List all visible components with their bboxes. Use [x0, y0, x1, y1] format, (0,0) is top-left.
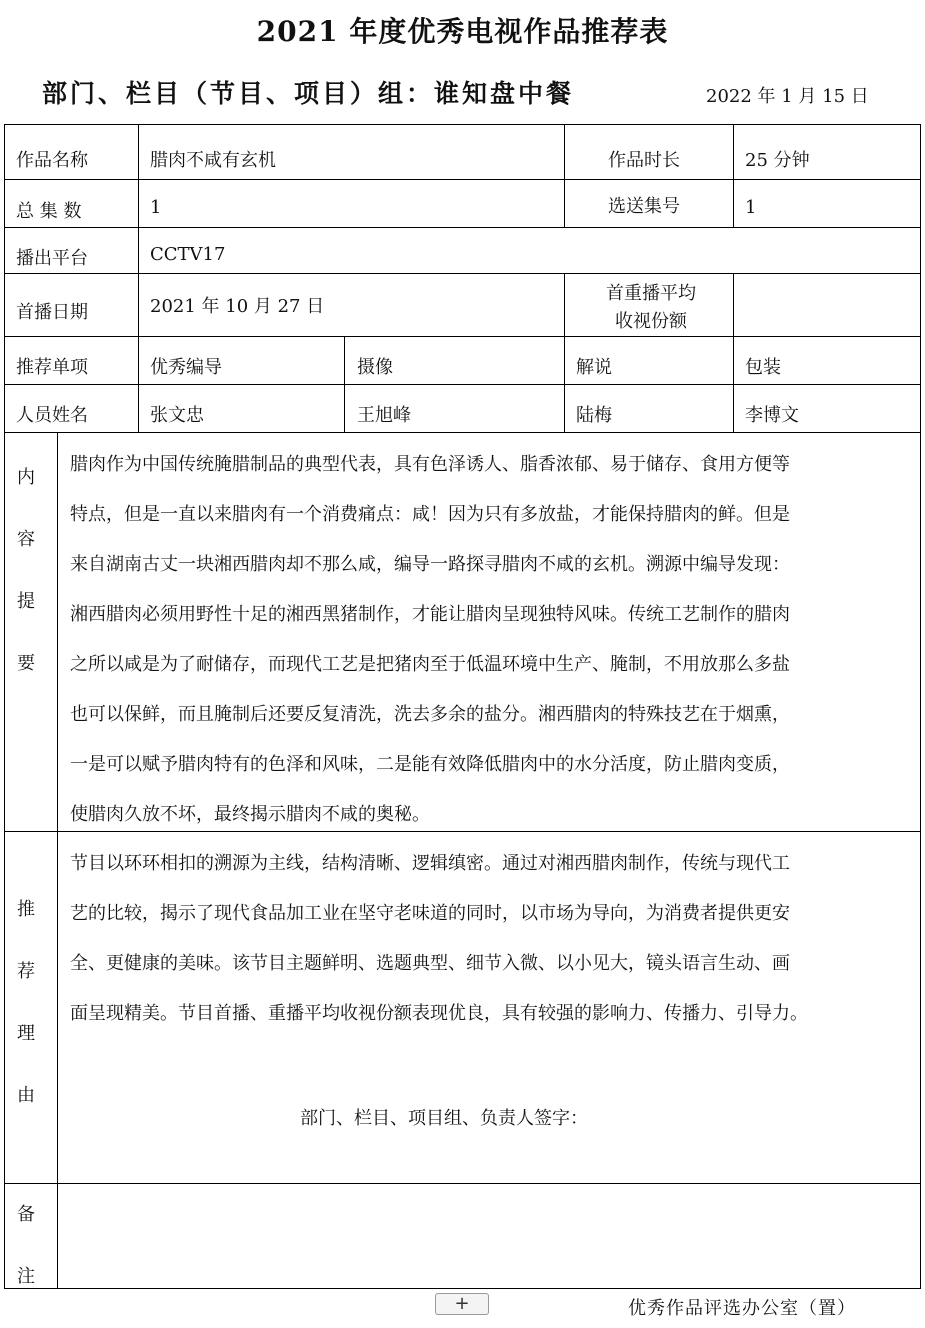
summary-line: 之所以咸是为了耐储存，而现代工艺是把猪肉至于低温环境中生产、腌制，不用放那么多盐 — [70, 654, 790, 675]
recommend-item-2: 摄像 — [357, 357, 393, 378]
platform-value: CCTV17 — [150, 244, 226, 265]
signature-label: 部门、栏目、项目组、负责人签字： — [300, 1108, 588, 1129]
summary-line: 湘西腊肉必须用野性十足的湘西黑猪制作，才能让腊肉呈现独特风味。传统工艺制作的腊肉 — [70, 604, 790, 625]
summary-line: 特点，但是一直以来腊肉有一个消费痛点：咸！因为只有多放盐，才能保持腊肉的鲜。但是 — [70, 504, 790, 525]
person-name-label: 人员姓名 — [16, 405, 88, 426]
form-date: 2022 年 1 月 15 日 — [706, 86, 869, 107]
platform-label: 播出平台 — [16, 248, 88, 269]
premiere-value: 2021 年 10 月 27 日 — [150, 296, 325, 317]
recommend-item-4: 包装 — [745, 357, 781, 378]
recommend-item-1: 优秀编导 — [150, 357, 222, 378]
summary-text — [70, 440, 916, 840]
page-title: 2021 年度优秀电视作品推荐表 — [256, 15, 669, 48]
summary-line: 也可以保鲜，而且腌制后还要反复清洗，洗去多余的盐分。湘西腊肉的特殊技艺在于烟熏， — [70, 704, 790, 725]
rating-label-line2: 收视份额 — [615, 311, 687, 332]
remarks-label: 备 注 — [17, 1204, 35, 1287]
reason-label: 推 荐 理 由 — [17, 899, 35, 1106]
duration-label: 作品时长 — [608, 150, 680, 171]
work-name-label: 作品名称 — [16, 150, 88, 171]
add-button[interactable]: + — [435, 1293, 489, 1315]
summary-label: 内 容 提 要 — [17, 467, 35, 674]
recommend-item-label: 推荐单项 — [16, 357, 88, 378]
duration-value: 25 分钟 — [745, 150, 810, 171]
recommend-item-3: 解说 — [576, 357, 612, 378]
reason-line: 面呈现精美。节目首播、重播平均收视份额表现优良，具有较强的影响力、传播力、引导力。 — [70, 1003, 808, 1024]
department-line: 部门、栏目（节目、项目）组：谁知盘中餐 — [42, 79, 575, 108]
footer-office: 优秀作品评选办公室（置） — [628, 1298, 856, 1319]
reason-line: 艺的比较，揭示了现代食品加工业在坚守老味道的同时，以市场为导向，为消费者提供更安 — [70, 903, 790, 924]
summary-line: 使腊肉久放不坏，最终揭示腊肉不咸的奥秘。 — [70, 804, 430, 825]
episodes-label: 总 集 数 — [16, 201, 82, 222]
rating-label-line1: 首重播平均 — [606, 283, 696, 304]
premiere-label: 首播日期 — [16, 302, 88, 323]
summary-line: 腊肉作为中国传统腌腊制品的典型代表，具有色泽诱人、脂香浓郁、易于储存、食用方便等 — [70, 454, 790, 475]
reason-line: 节目以环环相扣的溯源为主线，结构清晰、逻辑缜密。通过对湘西腊肉制作，传统与现代工 — [70, 853, 790, 874]
person-name-3: 陆梅 — [576, 405, 612, 426]
person-name-4: 李博文 — [745, 405, 799, 426]
person-name-2: 王旭峰 — [357, 405, 411, 426]
selected-episode-label: 选送集号 — [608, 196, 680, 217]
reason-text — [70, 839, 916, 1039]
person-name-1: 张文忠 — [150, 405, 204, 426]
summary-line: 一是可以赋予腊肉特有的色泽和风味，二是能有效降低腊肉中的水分活度，防止腊肉变质， — [70, 754, 790, 775]
summary-line: 来自湖南古丈一块湘西腊肉却不那么咸，编导一路探寻腊肉不咸的玄机。溯源中编导发现： — [70, 554, 790, 575]
work-name-value: 腊肉不咸有玄机 — [150, 150, 276, 171]
selected-episode-value: 1 — [745, 197, 757, 218]
episodes-value: 1 — [150, 197, 162, 218]
reason-line: 全、更健康的美味。该节目主题鲜明、选题典型、细节入微、以小见大，镜头语言生动、画 — [70, 953, 790, 974]
